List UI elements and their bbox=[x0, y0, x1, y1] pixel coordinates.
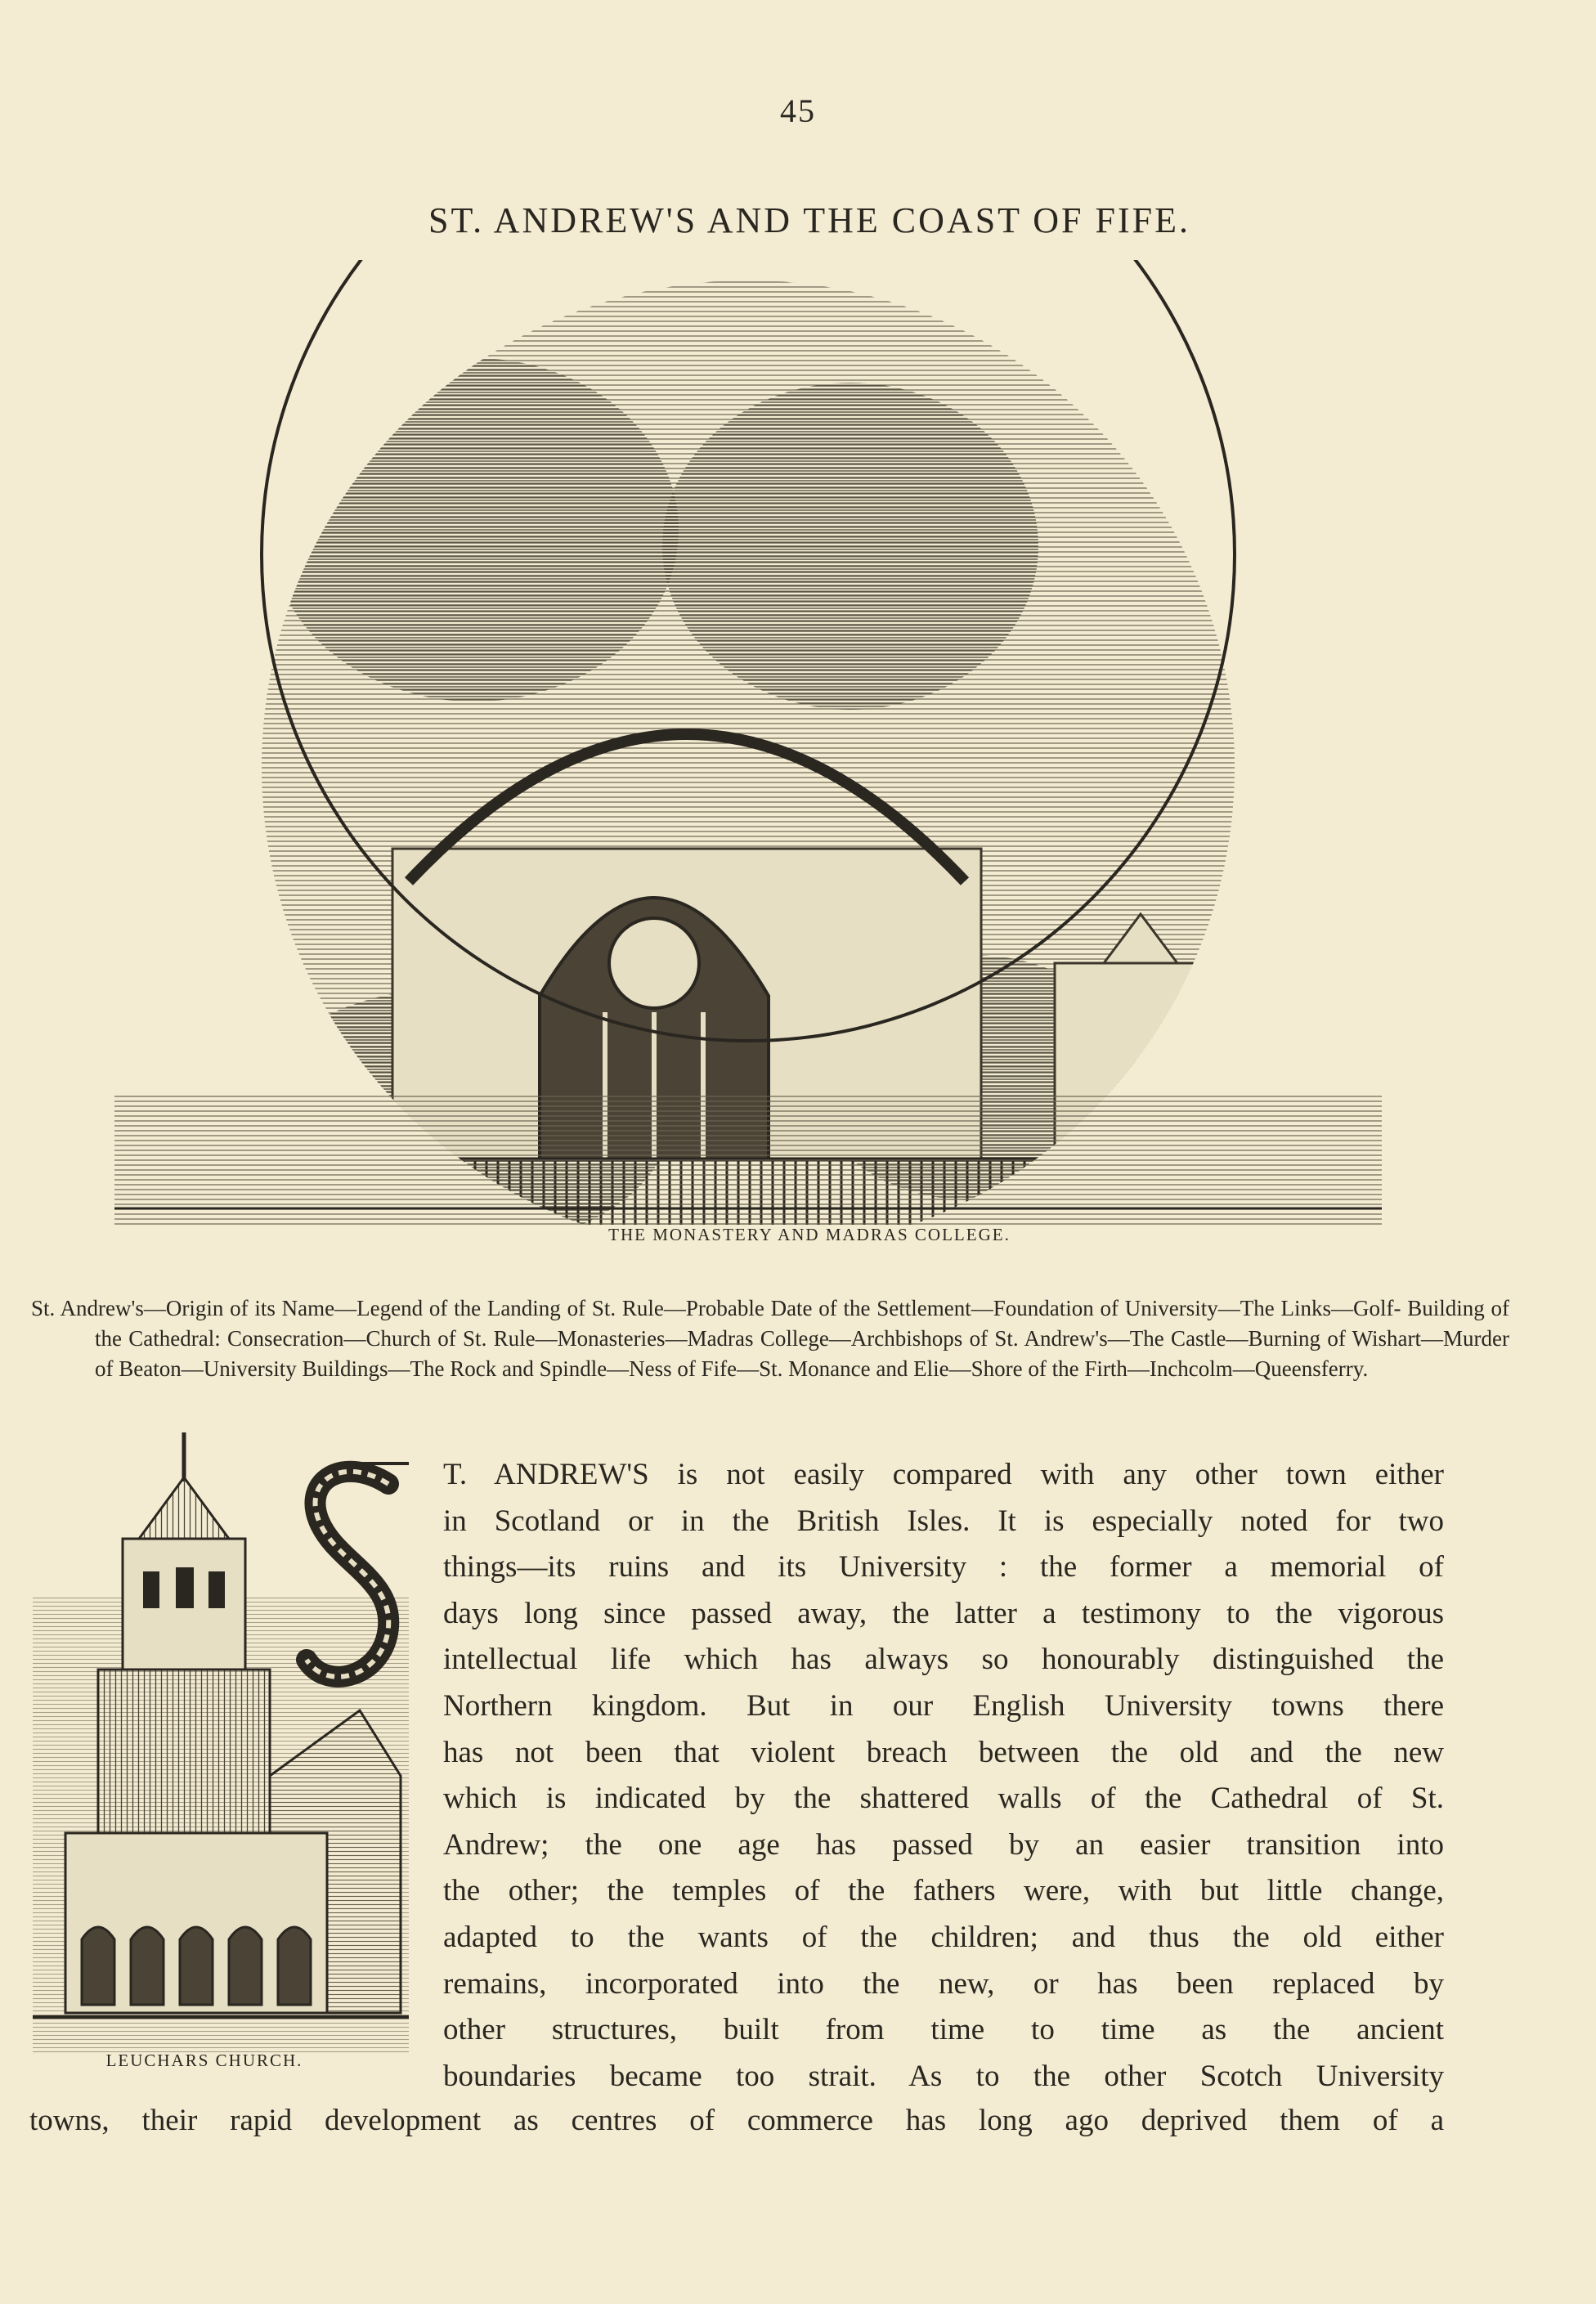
body-line: T. ANDREW'S is not easily compared with any other town either bbox=[443, 1458, 1444, 1491]
body-line: remains, incorporated into the new, or has been replaced by bbox=[443, 1966, 1444, 2001]
vignette-caption: LEUCHARS CHURCH. bbox=[105, 2051, 303, 2070]
body-line: has not been that violent breach between the old and the new bbox=[443, 1735, 1444, 1769]
body-line-full-width: towns, their rapid development as centres of commerce has long ago deprived them of a bbox=[29, 2104, 1444, 2137]
body-line: which is indicated by the shattered walls of the Cathedral of St. bbox=[443, 1782, 1444, 1816]
chapter-synopsis: St. Andrew's—Origin of its Name—Legend of the Landing of St. Rule—Probable Date of the Settlement—Foundation of University—The Links—Golf- Building of the Cathedral: Consecration—Church of St. Rule—Monasteries—Madras College—Archbishops of St. Andrew's—The Castle—Burning of Wishart—Murder of Beaton—University Buildings—The Rock and Spindle—Ness of Fife—St. Monance and Elie—Shore of the Firth—Inchcolm—Queensferry. bbox=[31, 1296, 1509, 1381]
body-line: in Scotland or in the British Isles. It is especially noted for two bbox=[443, 1504, 1444, 1538]
body-line: intellectual life which has always so honourably distinguished the bbox=[443, 1643, 1444, 1677]
body-line: things—its ruins and its University : the former a memorial of bbox=[443, 1550, 1444, 1585]
page-number: 45 bbox=[780, 92, 816, 129]
body-line: the other; the temples of the fathers were, with but little change, bbox=[443, 1874, 1444, 1908]
decorated-initial-s bbox=[294, 1455, 409, 1701]
body-line: Northern kingdom. But in our English University towns there bbox=[443, 1688, 1444, 1723]
body-text bbox=[443, 1452, 1444, 2100]
engraving-monastery bbox=[114, 260, 1382, 1225]
chapter-title: ST. ANDREW'S AND THE COAST OF FIFE. bbox=[428, 200, 1190, 240]
body-line: Andrew; the one age has passed by an easier transition into bbox=[443, 1827, 1444, 1862]
body-line: days long since passed away, the latter a testimony to the vigorous bbox=[443, 1596, 1444, 1630]
body-line: other structures, built from time to time as the ancient bbox=[443, 2013, 1444, 2047]
plate-caption: THE MONASTERY AND MADRAS COLLEGE. bbox=[608, 1225, 1011, 1244]
body-line: boundaries became too strait. As to the other Scotch University bbox=[443, 2059, 1444, 2093]
body-line: adapted to the wants of the children; and thus the old either bbox=[443, 1920, 1444, 1954]
